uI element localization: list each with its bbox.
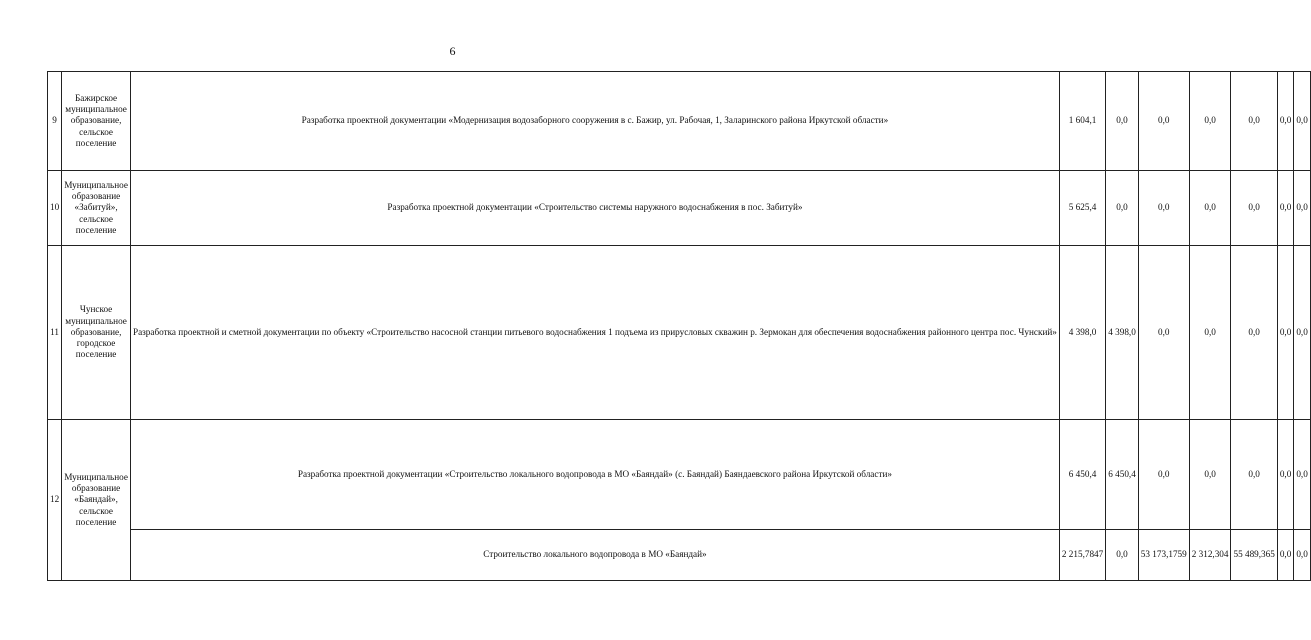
value-cell: 0,0 — [1106, 171, 1139, 246]
value-cell: 0,0 — [1231, 420, 1277, 530]
value-cell: 1 604,1 — [1059, 72, 1105, 171]
table-row — [48, 72, 1311, 171]
value-cell: 4 398,0 — [1059, 246, 1105, 420]
page-number: 6 — [449, 44, 456, 58]
value-cell: 0,0 — [1189, 246, 1231, 420]
value-cell: 0,0 — [1189, 72, 1231, 171]
description-cell: Разработка проектной документации «Строительство системы наружного водоснабжения в пос. Забитуй» — [130, 171, 1059, 246]
value-cell: 53 173,1759 — [1138, 530, 1189, 581]
row-number: 10 — [48, 171, 62, 246]
value-cell: 2 215,7847 — [1059, 530, 1105, 581]
description-cell: Разработка проектной и сметной документации по объекту «Строительство насосной станции питьевого водоснабжения 1 подъема из прирусловых скважин р. Зермокан для обеспечения водоснабжения районного центра пос. Чунский» — [130, 246, 1059, 420]
value-cell: 0,0 — [1277, 171, 1293, 246]
value-cell: 0,0 — [1277, 72, 1293, 171]
description-cell: Разработка проектной документации «Модернизация водозаборного сооружения в с. Бажир, ул. Рабочая, 1, Заларинского района Иркутской области» — [130, 72, 1059, 171]
municipality-cell: Муниципальное образование «Забитуй», сельское поселение — [62, 171, 131, 246]
value-cell: 0,0 — [1106, 72, 1139, 171]
municipality-cell: Чунское муниципальное образование, городское поселение — [62, 246, 131, 420]
description-cell: Строительство локального водопровода в МО «Баяндай» — [130, 530, 1059, 581]
row-number: 11 — [48, 246, 62, 420]
table-row — [48, 246, 1311, 420]
value-cell: 0,0 — [1189, 171, 1231, 246]
value-cell: 0,0 — [1106, 530, 1139, 581]
description-cell: Разработка проектной документации «Строительство локального водопровода в МО «Баяндай» (с. Баяндай) Баяндаевского района Иркутской области» — [130, 420, 1059, 530]
value-cell: 0,0 — [1138, 246, 1189, 420]
row-number: 9 — [48, 72, 62, 171]
value-cell: 5 625,4 — [1059, 171, 1105, 246]
value-cell: 0,0 — [1189, 420, 1231, 530]
municipality-cell: Бажирское муниципальное образование, сельское поселение — [62, 72, 131, 171]
value-cell: 0,0 — [1277, 246, 1293, 420]
value-cell: 6 450,4 — [1059, 420, 1105, 530]
data-table — [47, 71, 1311, 581]
value-cell: 0,0 — [1294, 171, 1310, 246]
value-cell: 0,0 — [1277, 420, 1293, 530]
municipality-cell: Муниципальное образование «Баяндай», сельское поселение — [62, 420, 131, 581]
value-cell: 0,0 — [1294, 420, 1310, 530]
value-cell: 4 398,0 — [1106, 246, 1139, 420]
value-cell: 0,0 — [1277, 530, 1293, 581]
table-row — [48, 530, 1311, 581]
row-number: 12 — [48, 420, 62, 581]
value-cell: 0,0 — [1138, 72, 1189, 171]
value-cell: 0,0 — [1294, 530, 1310, 581]
table-row — [48, 171, 1311, 246]
value-cell: 0,0 — [1231, 72, 1277, 171]
value-cell: 0,0 — [1294, 246, 1310, 420]
value-cell: 0,0 — [1231, 246, 1277, 420]
value-cell: 0,0 — [1294, 72, 1310, 171]
table-row — [48, 420, 1311, 530]
value-cell: 6 450,4 — [1106, 420, 1139, 530]
value-cell: 0,0 — [1138, 420, 1189, 530]
value-cell: 55 489,365 — [1231, 530, 1277, 581]
value-cell: 0,0 — [1138, 171, 1189, 246]
value-cell: 0,0 — [1231, 171, 1277, 246]
value-cell: 2 312,304 — [1189, 530, 1231, 581]
